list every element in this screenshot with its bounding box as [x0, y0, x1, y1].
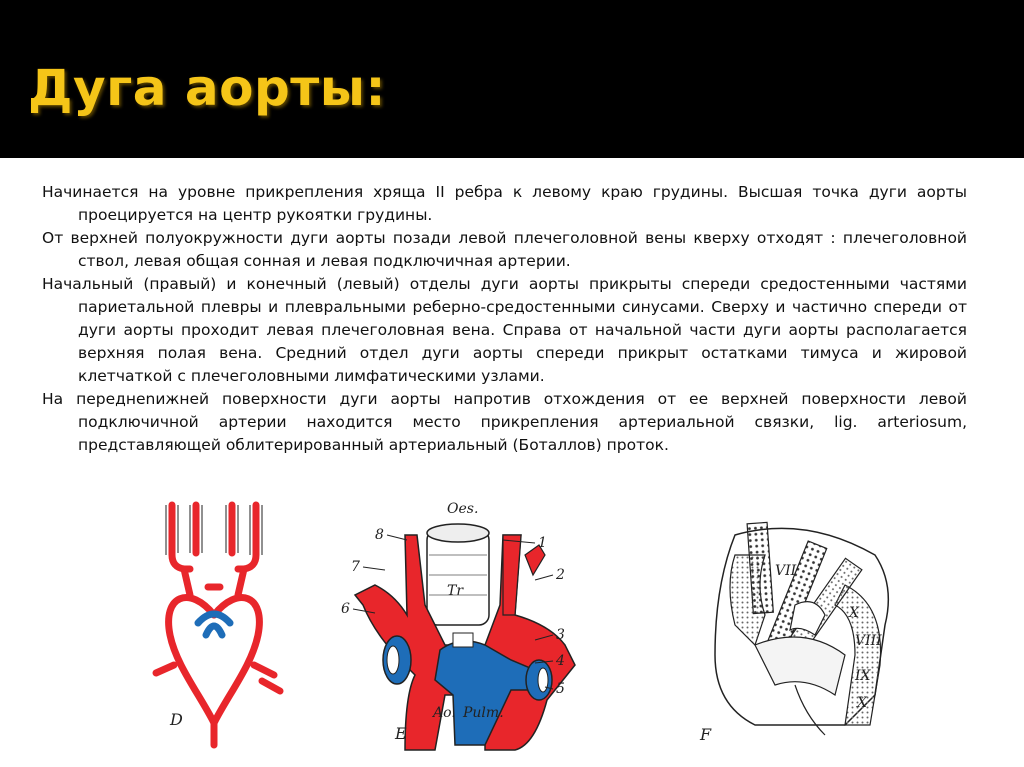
- label-ao: Ao.: [433, 705, 456, 721]
- label-x: X: [857, 695, 867, 711]
- label-viii: VIII: [855, 633, 882, 649]
- label-6: 6: [341, 601, 350, 617]
- label-oes: Oes.: [447, 501, 479, 517]
- label-7: 7: [351, 559, 360, 575]
- label-5: 5: [556, 681, 565, 697]
- figure-e: [335, 495, 625, 755]
- figure-f: [695, 495, 925, 755]
- label-4: 4: [556, 653, 565, 669]
- figure-e-label: E: [395, 724, 407, 743]
- figure-d-drawing: [150, 495, 300, 755]
- label-3: 3: [556, 627, 565, 643]
- label-pulm: Pulm.: [463, 705, 504, 721]
- figure-d-label: D: [170, 710, 183, 729]
- label-8: 8: [375, 527, 384, 543]
- label-tr: Tr: [447, 583, 464, 599]
- label-x-upper: X: [849, 605, 859, 621]
- label-2: 2: [556, 567, 565, 583]
- slide-body: [42, 181, 967, 457]
- label-ix: IX: [855, 668, 871, 684]
- paragraph-3: Начальный (правый) и конечный (левый) отделы дуги аорты прикрыты спереди средостенными частями париетальной плевры и плевральными реберно-средостенными синусами. Сверху и частично спереди от дуги аорты проходит левая плечеголовная вена. Справа от начальной части дуги аорты располагается верхняя полая вена. Средний отдел дуги аорты спереди прикрыт остатками тимуса и жировой клетчаткой с плечеголовными лимфатическими узлами.: [42, 275, 967, 385]
- label-1: 1: [538, 535, 547, 551]
- figure-e-drawing: [335, 495, 625, 755]
- paragraph-4: На переднenижней поверхности дуги аорты напротив отхождения от ее верхней поверхности левой подключичной артерии находится место прикрепления артериальной связки, lig. arteriosum, представляющей облитерированный артериальный (Боталлов) проток.: [42, 390, 967, 454]
- label-vii: VII: [775, 563, 797, 579]
- paragraph-1: Начинается на уровне прикрепления хряща II ребра к левому краю грудины. Высшая точка дуги аорты проецируется на центр рукоятки грудины.: [42, 183, 967, 224]
- illustrations: [150, 495, 990, 755]
- figure-d: [150, 495, 300, 755]
- paragraph-2: От верхней полуокружности дуги аорты позади левой плечеголовной вены кверху отходят : плечеголовной ствол, левая общая сонная и левая подключичная артерии.: [42, 229, 967, 270]
- figure-f-drawing: [695, 495, 925, 755]
- slide-title: Дуга аорты:: [28, 59, 386, 117]
- figure-f-label: F: [700, 725, 712, 744]
